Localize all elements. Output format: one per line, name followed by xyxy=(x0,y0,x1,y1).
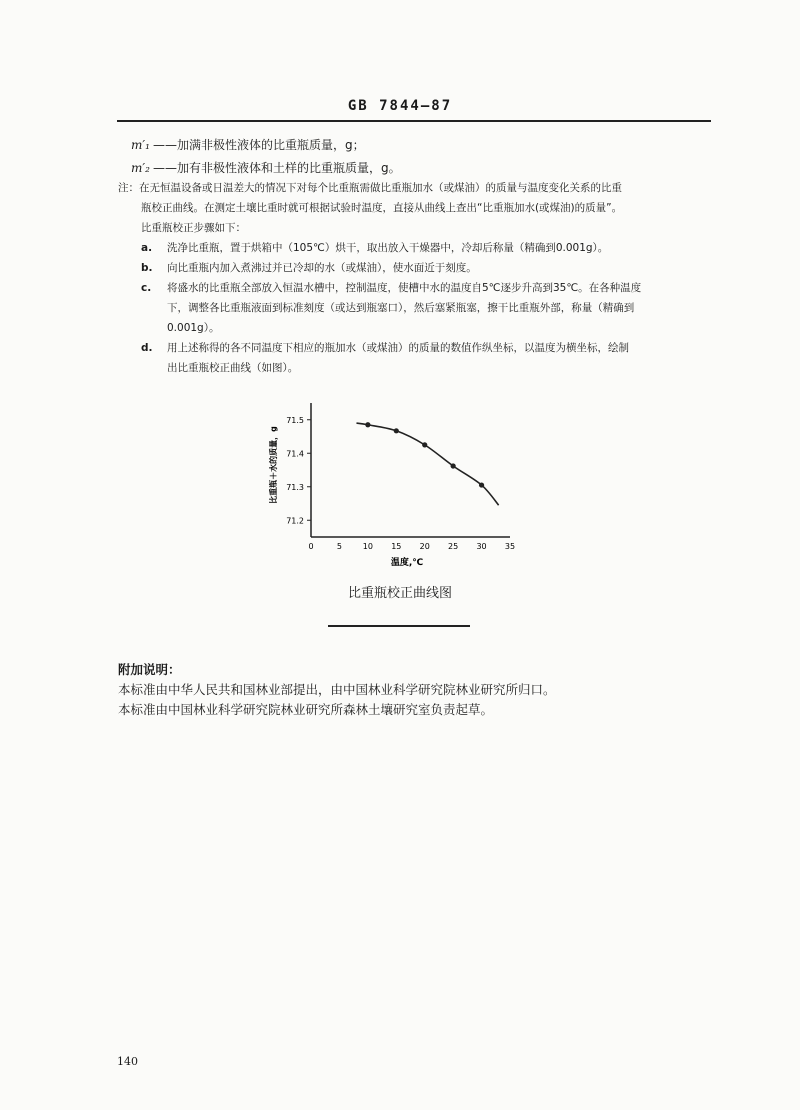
x-tick-label: 0 xyxy=(308,542,314,551)
data-point xyxy=(365,422,370,427)
x-axis-label: 温度,℃ xyxy=(390,558,424,568)
chart-caption: 比重瓶校正曲线图 xyxy=(347,586,452,601)
note-line-3: 比重瓶校正步骤如下： xyxy=(141,222,246,234)
appendix-line-2: 本标准由中国林业科学研究院林业研究所森林土壤研究室负责起草。 xyxy=(118,702,494,717)
step-text: 洗净比重瓶，置于烘箱中（105℃）烘干，取出放入干燥器中，冷却后称量（精确到0.001g）。 xyxy=(167,242,609,254)
y-tick-label: 71.2 xyxy=(286,516,304,526)
x-tick-label: 10 xyxy=(362,542,373,551)
step-d-line-2: 出比重瓶校正曲线（如图）。 xyxy=(167,362,299,374)
x-tick-label: 25 xyxy=(448,542,459,551)
step-b xyxy=(141,260,477,276)
calibration-curve xyxy=(356,423,498,505)
section-divider xyxy=(328,625,470,627)
step-text: 将盛水的比重瓶全部放入恒温水槽中，控制温度，使槽中水的温度自5℃逐步升高到35℃。在各种温度 xyxy=(167,282,642,294)
variable-symbol: m′₂ xyxy=(131,161,150,175)
y-tick-label: 71.4 xyxy=(286,449,304,459)
x-tick-label: 15 xyxy=(391,542,402,551)
x-tick-label: 30 xyxy=(476,542,487,551)
y-tick-label: 71.3 xyxy=(286,482,304,492)
variable-def-1 xyxy=(131,136,365,153)
standard-number: GB 7844—87 xyxy=(347,98,453,114)
data-point xyxy=(451,463,456,468)
variable-text: ——加有非极性液体和土样的比重瓶质量，g。 xyxy=(153,161,401,175)
data-markers xyxy=(365,422,484,488)
calibration-chart xyxy=(260,395,530,575)
x-tick-label: 20 xyxy=(419,542,430,551)
page-number: 140 xyxy=(117,1055,138,1068)
step-a xyxy=(141,240,608,256)
x-tick-label: 5 xyxy=(336,542,342,551)
appendix-line-1: 本标准由中华人民共和国林业部提出，由中国林业科学研究院林业研究所归口。 xyxy=(118,682,556,697)
step-c xyxy=(141,280,641,296)
step-c-line-3: 0.001g）。 xyxy=(167,322,220,334)
y-ticks xyxy=(286,416,311,526)
y-tick-label: 71.5 xyxy=(286,415,304,425)
note-line-1: 注：在无恒温设备或日温差大的情况下对每个比重瓶需做比重瓶加水（或煤油）的质量与温度变化关系的比重 xyxy=(118,182,622,194)
step-label: c. xyxy=(141,282,152,294)
data-point xyxy=(422,442,427,447)
data-point xyxy=(479,482,484,487)
variable-def-2 xyxy=(131,159,401,176)
note-line-2: 瓶校正曲线。在测定土壤比重时就可根据试验时温度，直接从曲线上查出“比重瓶加水(或煤油)的质量”。 xyxy=(141,202,623,214)
y-axis-label: 比重瓶＋水的质量，g xyxy=(269,426,278,504)
step-label: b. xyxy=(141,262,153,274)
step-label: a. xyxy=(141,242,153,254)
chart-axes xyxy=(311,403,510,537)
step-c-line-2: 下，调整各比重瓶液面到标准刻度（或达到瓶塞口），然后塞紧瓶塞，擦干比重瓶外部，称量（精确到 xyxy=(167,302,635,314)
variable-symbol: m′₁ xyxy=(131,138,150,152)
appendix-heading: 附加说明： xyxy=(118,662,181,677)
step-text: 用上述称得的各不同温度下相应的瓶加水（或煤油）的质量的数值作纵坐标，以温度为横坐标，绘制 xyxy=(167,342,629,354)
step-text: 向比重瓶内加入煮沸过并已冷却的水（或煤油），使水面近于刻度。 xyxy=(167,262,477,274)
step-label: d. xyxy=(141,342,153,354)
header-rule xyxy=(117,120,711,122)
data-point xyxy=(394,428,399,433)
step-d xyxy=(141,340,629,356)
x-ticks xyxy=(308,542,515,551)
variable-text: ——加满非极性液体的比重瓶质量，g； xyxy=(153,138,365,152)
x-tick-label: 35 xyxy=(504,542,516,551)
